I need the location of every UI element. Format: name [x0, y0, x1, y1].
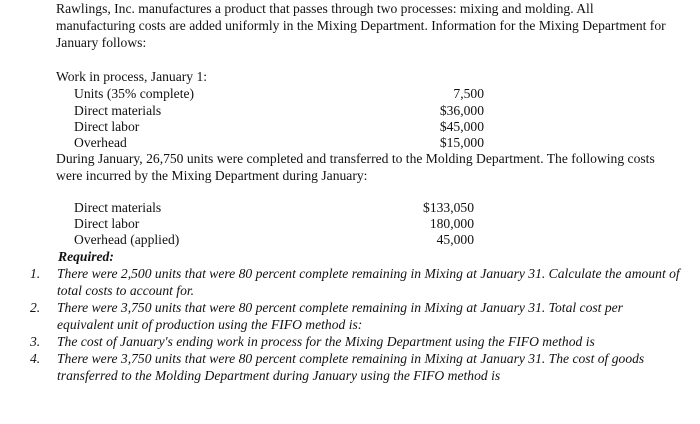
wip-row-direct-materials [74, 102, 484, 119]
cost-row-label: Overhead (applied) [74, 232, 180, 247]
wip-row-label: Overhead [74, 135, 127, 150]
cost-row-value: 45,000 [436, 232, 474, 247]
wip-row-label: Direct labor [74, 119, 140, 134]
cost-row-direct-materials [74, 199, 474, 216]
wip-row-overhead [74, 134, 484, 151]
intro-paragraph [56, 0, 676, 51]
required-heading: Required: [58, 249, 114, 264]
wip-row-direct-labor [74, 118, 484, 135]
requirement-text: There were 3,750 units that were 80 percent complete remaining in Mixing at January 31. The cost of goods transferred to the Molding Department during January using the FIFO method is [57, 351, 645, 383]
requirement-number: 1. [30, 266, 41, 281]
wip-row-units [74, 85, 484, 102]
requirement-number: 3. [30, 334, 41, 349]
during-paragraph [56, 150, 676, 184]
requirement-text: There were 2,500 units that were 80 percent complete remaining in Mixing at January 31. Calculate the amount of total costs to account for. [57, 266, 680, 298]
cost-row-value: 180,000 [429, 216, 474, 231]
cost-row-overhead [74, 231, 474, 248]
requirement-item [0, 265, 680, 299]
wip-row-value: $45,000 [439, 119, 484, 134]
requirement-text: There were 3,750 units that were 80 percent complete remaining in Mixing at January 31. Total cost per equivalent unit of production using the FIFO method is: [57, 300, 623, 332]
wip-row-label: Direct materials [74, 103, 162, 118]
cost-row-value: $133,050 [423, 200, 474, 215]
wip-row-label: Units (35% complete) [74, 86, 195, 101]
wip-row-value: $15,000 [439, 135, 484, 150]
cost-row-label: Direct materials [74, 200, 162, 215]
requirement-text: The cost of January's ending work in process for the Mixing Department using the FIFO method is [57, 334, 595, 349]
intro-text: Rawlings, Inc. manufactures a product that passes through two processes: mixing and molding. All manufacturing costs are added uniformly in the Mixing Department. Information for the Mixing Department for January follows: [56, 1, 666, 50]
requirement-item [0, 350, 680, 384]
cost-row-label: Direct labor [74, 216, 140, 231]
cost-row-direct-labor [74, 215, 474, 232]
requirement-number: 2. [30, 300, 41, 315]
requirement-item [0, 299, 680, 333]
requirement-number: 4. [30, 351, 41, 366]
requirements-list [0, 265, 680, 384]
during-text: During January, 26,750 units were completed and transferred to the Molding Department. The following costs were incurred by the Mixing Department during January: [56, 151, 655, 183]
wip-heading: Work in process, January 1: [56, 69, 208, 84]
wip-row-value: 7,500 [453, 86, 484, 101]
wip-row-value: $36,000 [439, 103, 484, 118]
requirement-item [0, 333, 680, 350]
